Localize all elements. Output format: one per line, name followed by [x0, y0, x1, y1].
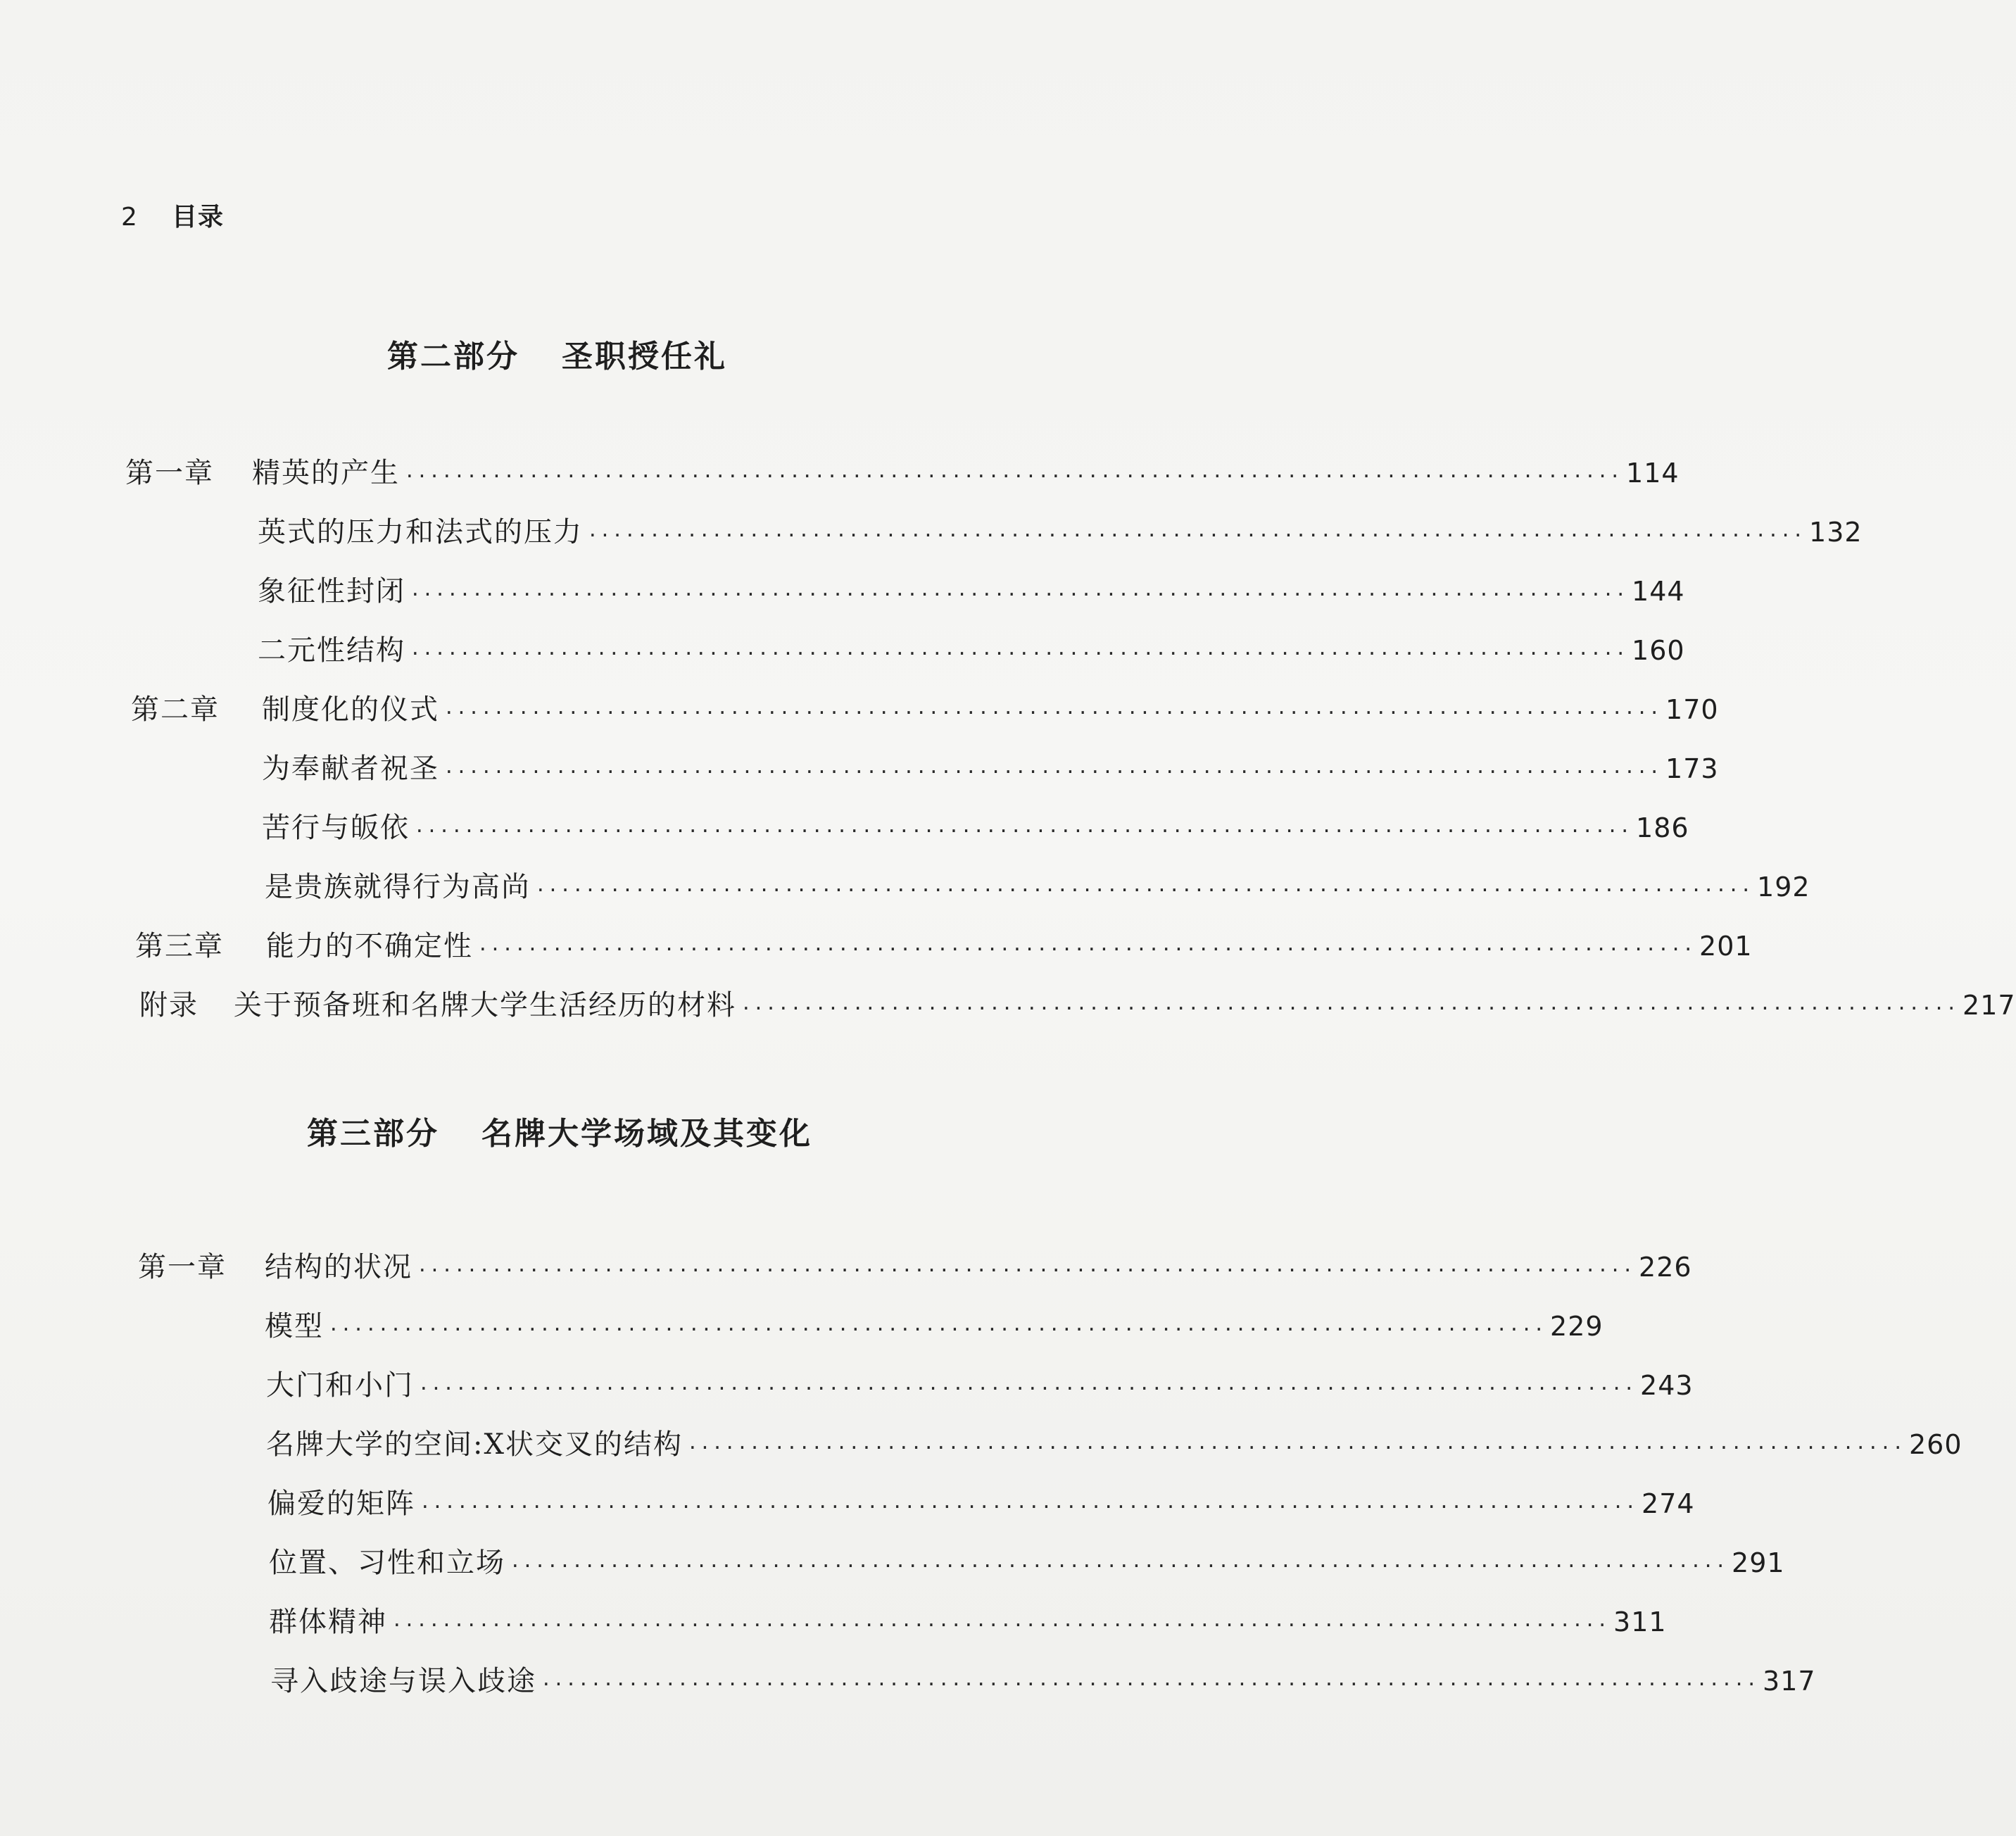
toc-entry-section[interactable] [258, 510, 1863, 552]
entry-page-number: 226 [1639, 1252, 1692, 1283]
entry-page-number: 217 [1963, 990, 2016, 1021]
entry-page-number: 201 [1699, 931, 1753, 962]
toc-entry-section[interactable] [270, 1659, 1816, 1701]
entry-page-number: 192 [1757, 872, 1810, 903]
dot-leader: ·································································································· [410, 643, 1628, 665]
part-name: 名牌大学场域及其变化 [481, 1116, 812, 1152]
entry-title: 象征性封闭 [258, 575, 405, 608]
entry-page-number: 260 [1908, 1429, 1963, 1460]
chapter-label: 第一章 [125, 457, 214, 489]
dot-leader: ·································································································· [391, 1615, 1610, 1636]
dot-leader: ·································································································· [443, 703, 1662, 724]
toc-entry-section[interactable] [266, 1363, 1694, 1405]
part-label: 第三部分 [307, 1116, 439, 1152]
entry-page-number: 170 [1665, 694, 1719, 725]
dot-leader: ·································································································· [535, 880, 1753, 901]
toc-entry-chapter[interactable] [138, 1245, 1692, 1287]
toc-entry-section[interactable] [262, 805, 1689, 848]
entry-title: 偏爱的矩阵 [267, 1488, 415, 1520]
entry-page-number: 114 [1626, 458, 1680, 489]
entry-title: 能力的不确定性 [266, 930, 473, 962]
dot-leader: ·································································································· [741, 998, 1959, 1019]
entry-page-number: 291 [1732, 1547, 1785, 1578]
dot-leader: ·································································································· [587, 525, 1806, 546]
entry-page-number: 160 [1632, 635, 1685, 666]
entry-title: 关于预备班和名牌大学生活经历的材料 [234, 989, 736, 1021]
entry-title: 二元性结构 [258, 634, 405, 667]
appendix-label: 附录 [139, 989, 199, 1021]
toc-entry-section[interactable] [269, 1599, 1667, 1642]
toc-entry-section[interactable] [258, 628, 1685, 670]
entry-title: 制度化的仪式 [262, 693, 439, 726]
toc-entry-section[interactable] [258, 569, 1685, 611]
toc-entry-section[interactable] [262, 746, 1719, 788]
toc-entry-chapter[interactable] [135, 924, 1753, 966]
dot-leader: ·································································································· [417, 1260, 1635, 1281]
entry-title: 结构的状况 [265, 1251, 412, 1283]
chapter-label: 第二章 [131, 693, 220, 726]
entry-title: 寻入歧途与误入歧途 [270, 1665, 536, 1697]
chapter-label: 第一章 [138, 1251, 227, 1283]
entry-page-number: 317 [1763, 1666, 1816, 1697]
part-title [307, 1108, 812, 1153]
entry-title: 群体精神 [269, 1606, 387, 1638]
entry-title: 大门和小门 [266, 1369, 414, 1402]
toc-entry-section[interactable] [269, 1540, 1785, 1583]
chapter-label: 第三章 [135, 930, 224, 962]
entry-title: 苦行与皈依 [262, 812, 410, 844]
dot-leader: ·································································································· [414, 821, 1632, 842]
entry-title: 位置、习性和立场 [269, 1547, 505, 1579]
entry-title: 名牌大学的空间:X状交叉的结构 [266, 1428, 683, 1461]
entry-page-number: 173 [1665, 753, 1719, 784]
dot-leader: ·································································································· [404, 466, 1623, 487]
dot-leader: ·································································································· [328, 1319, 1546, 1340]
part-label: 第二部分 [387, 339, 519, 375]
dot-leader: ·································································································· [420, 1497, 1638, 1518]
dot-leader: ·································································································· [510, 1556, 1728, 1577]
toc-entry-section[interactable] [267, 1481, 1695, 1523]
toc-entry-section[interactable] [265, 1304, 1604, 1346]
entry-page-number: 144 [1632, 576, 1685, 607]
page-number: 2 [121, 203, 138, 232]
part-name: 圣职授任礼 [562, 339, 727, 375]
header-title: 目录 [172, 203, 225, 232]
dot-leader: ·································································································· [418, 1378, 1637, 1400]
dot-leader: ·································································································· [686, 1438, 1905, 1459]
dot-leader: ·································································································· [541, 1674, 1759, 1695]
toc-entry-chapter[interactable] [131, 687, 1719, 729]
toc-entry-appendix[interactable] [139, 983, 2016, 1025]
entry-page-number: 274 [1642, 1488, 1695, 1519]
toc-entry-section[interactable] [266, 1422, 1963, 1464]
entry-page-number: 186 [1636, 812, 1689, 843]
dot-leader: ·································································································· [443, 762, 1662, 783]
entry-page-number: 243 [1640, 1370, 1694, 1401]
part-title [387, 331, 727, 376]
toc-entry-chapter[interactable] [125, 451, 1680, 493]
toc-entry-section[interactable] [265, 864, 1810, 907]
dot-leader: ·································································································· [477, 939, 1696, 960]
entry-page-number: 132 [1809, 517, 1863, 548]
entry-title: 英式的压力和法式的压力 [258, 516, 583, 548]
entry-title: 是贵族就得行为高尚 [265, 871, 531, 903]
entry-page-number: 229 [1550, 1311, 1604, 1342]
entry-title: 为奉献者祝圣 [262, 753, 439, 785]
dot-leader: ·································································································· [410, 584, 1628, 605]
entry-title: 精英的产生 [252, 457, 400, 489]
running-header [121, 197, 224, 233]
entry-page-number: 311 [1613, 1606, 1667, 1637]
entry-title: 模型 [265, 1310, 324, 1343]
